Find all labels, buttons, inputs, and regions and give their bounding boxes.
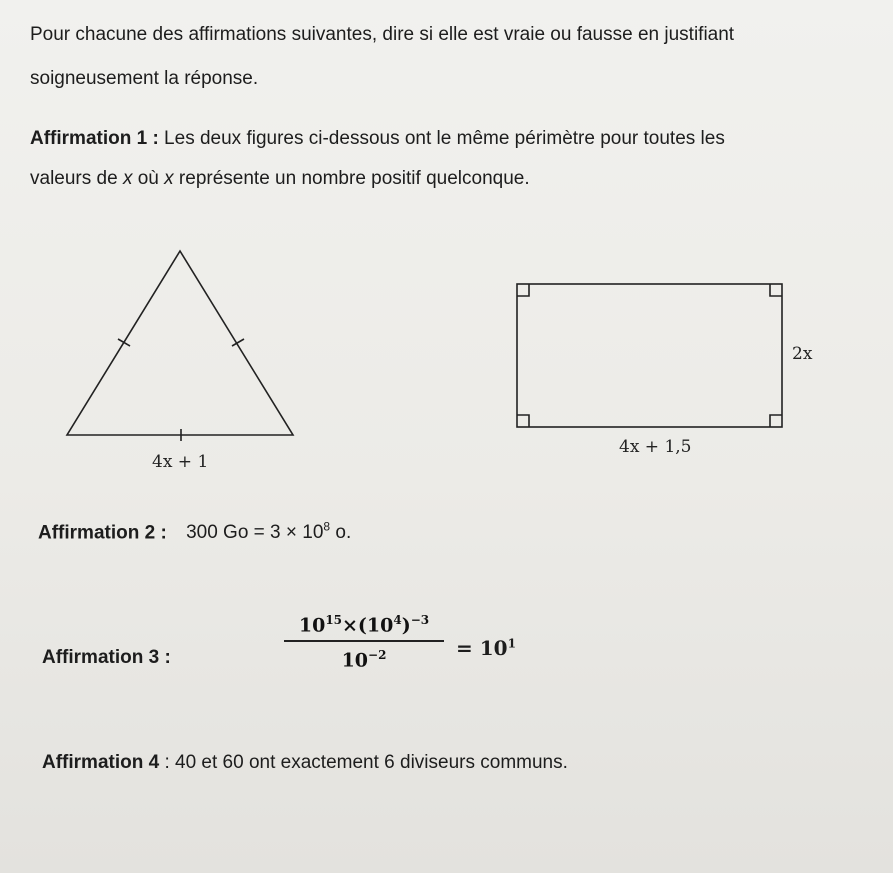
affirmation-2	[38, 520, 351, 544]
affirmation-2-expression: 300 $Go = 3 \times 10^8$ o.	[186, 520, 352, 544]
affirmation-1-label: Affirmation 1 :	[30, 128, 159, 149]
variable-x: x	[122, 168, 133, 189]
affirmation-3-result: = $10^1$	[456, 636, 516, 660]
fraction-denominator: $10^{-2}$	[341, 648, 387, 672]
affirmation-4	[42, 752, 568, 774]
instruction-line-2: soigneusement la réponse.	[30, 68, 259, 89]
rectangle-height-label: 2x	[792, 344, 813, 364]
rectangle-width-label: 4x + 1,5	[619, 437, 692, 457]
triangle-side-label: 4x + 1	[152, 452, 209, 472]
affirmation-1-text-2-post: représente un nombre positif quelconque.	[173, 168, 530, 189]
affirmation-4-text: : 40 et 60 ont exactement 6 diviseurs communs.	[159, 752, 568, 773]
affirmation-1-text-2-mid: où	[132, 168, 165, 189]
fraction-numerator: $10^{15}\times(10^4)^{-3}$	[284, 613, 444, 642]
affirmation-4-label: Affirmation 4	[42, 752, 160, 773]
rectangle-figure	[517, 284, 782, 427]
equilateral-triangle-figure	[67, 251, 293, 441]
affirmation-1-text-1: Les deux figures ci-dessous ont le même périmètre pour toutes les	[158, 128, 725, 149]
affirmation-2-label: Affirmation 2 :	[38, 522, 167, 544]
affirmation-3-label: Affirmation 3 :	[42, 647, 171, 668]
affirmation-3-fraction	[284, 613, 444, 672]
affirmation-1-text-2-pre: valeurs de	[30, 168, 123, 189]
instruction-line-1: Pour chacune des affirmations suivantes, dire si elle est vraie ou fausse en justifiant	[30, 24, 735, 45]
variable-x-2: x	[164, 168, 174, 189]
